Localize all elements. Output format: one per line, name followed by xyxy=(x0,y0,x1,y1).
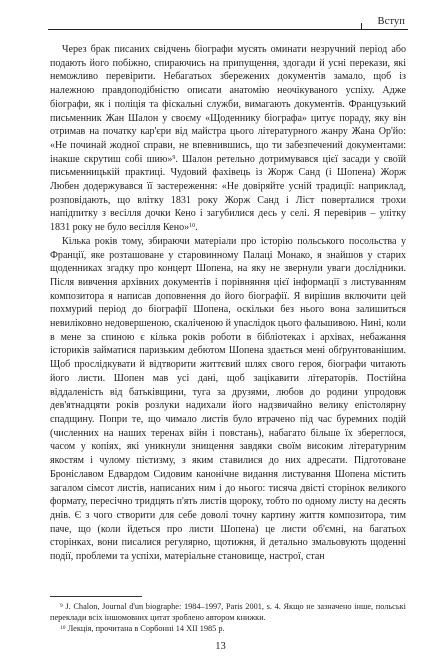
footnote-rule xyxy=(50,596,142,597)
footnote-9-text: J. Chalon, Journal d'un biographe: 1984–1997, Paris 2001, s. 4. Якщо не зазначено інше, польські переклади всіх іншомовних цитат зроблено автором книжки. xyxy=(50,602,406,622)
footnote-10-number: 10 xyxy=(60,625,66,631)
paragraph-1-end: . xyxy=(195,222,198,234)
paragraph-1-start: Через брак писаних свідчень біографи мусять оминати незручний період або подають його побіжно, спираючись на припущення, здогади й усні перекази, які неможливо перевірити. Небагатьох збережених документів замало, щоб із належною правдоподібністю описати анатомію неочікуваного успіху. Адже біографи, як і поліція та фіскальні служби, вимагають документів. Французький письменник Жан Шалон у своєму «Щоденнику біографа» цитує пораду, яку він отримав на початку кар'єри від майстра цього літературного жанру Жана Ор'йо: «Не починай жодної справи, не впевнившись, що ти забезпечений документами: інакше скрутиш собі шию» xyxy=(50,44,406,165)
paragraph-1-middle: . Шалон ретельно дотримувався цієї засади у своїй письменницькій практиці. Чудовий фахівець із Жорж Санд (і Шопена) Жорж Любен додержувався її застереження: «Не довіряйте усній традиції: наприклад, розповідають, що влітку 1831 року Жорж Санд і Ліст поверталися трохи напідпитку з весілля дочки Кено і загубилися десь у селі. Я перевірив – улітку 1831 року не було весілля Кено» xyxy=(50,153,407,234)
header-rule xyxy=(48,29,408,30)
footnote-9-number: 9 xyxy=(60,603,63,609)
footnote-10 xyxy=(50,623,406,634)
running-head: Вступ xyxy=(377,16,405,27)
footnote-9 xyxy=(50,601,406,623)
page-number: 13 xyxy=(215,641,226,652)
paragraph-2: Кілька років тому, збираючи матеріали про історію польського посольства у Франції, яке розташоване у старовинному Палаці Монако, я знайшов у старих щоденниках згадку про концерт Шопена, на яку не звернули уваги дослідники. Після вивчення архівних документів і порівняння цієї інформації з листуванням композитора я написав доповнення до його біографії. Я вирішив включити цей похмурий період до біографії Шопена, оскільки без нього вона залишиться невиліковно недовершеною, скаліченою й уnaслідок цього фальшивою. Нині, коли в мене за спиною є кілька років роботи в бібліотеках і архівах, небажання істориків займатися паризьким дебютом Шопена здається мені обґрунтованішим. Щоб прослідкувати й відтворити життєвий шлях свого героя, біографи читають його листи. Шопен мав усі дані, щоб зацікавити літераторів. Постійна віддаленість від батьківщини, туга за друзями, любов до родини упродовж дев'ятнадцяти років розлуки надихали його надзвичайно велику епістолярну спадщину. Попри те, що чимало листів було втрачено під час буремних подій (численних на наших теренах війн і повстань), набагато більше їх збереглося, часом у копіях, які уникнули знищення завдяки своїм високим літературним якостям і чуломy пієтизму, з яким ставилися до них адресати. Підготоване Броніславом Едвардом Сидовим канонічне видання листування Шопена містить загалом сімсот листів, написаних ним і до нього: тисяча двісті сторінок великого формату, пересічно тридцять п'ять листів щороку, тобто по одному листу на десять днів. Є з чого створити для себе доволі точну картину життя композитора, тим паче, що (коли йдеться про листи Шопена) це листи об'ємні, на багатьох сторінках, вони писалися регулярно, щотижня, й детально змальовують щоденні події, проблеми та успіхи, матеріальне становище, настрої, стан xyxy=(50,235,406,563)
footnote-ref-10[interactable]: 10 xyxy=(189,223,196,230)
footnote-10-text: Лекція, прочитана в Сорбонні 14 XII 1985 р. xyxy=(67,624,225,633)
main-text xyxy=(50,43,406,564)
footnote-ref-9[interactable]: 9 xyxy=(172,154,176,161)
header-rule-tick xyxy=(361,23,362,30)
paragraph-1 xyxy=(50,43,406,235)
footnotes xyxy=(50,601,406,634)
